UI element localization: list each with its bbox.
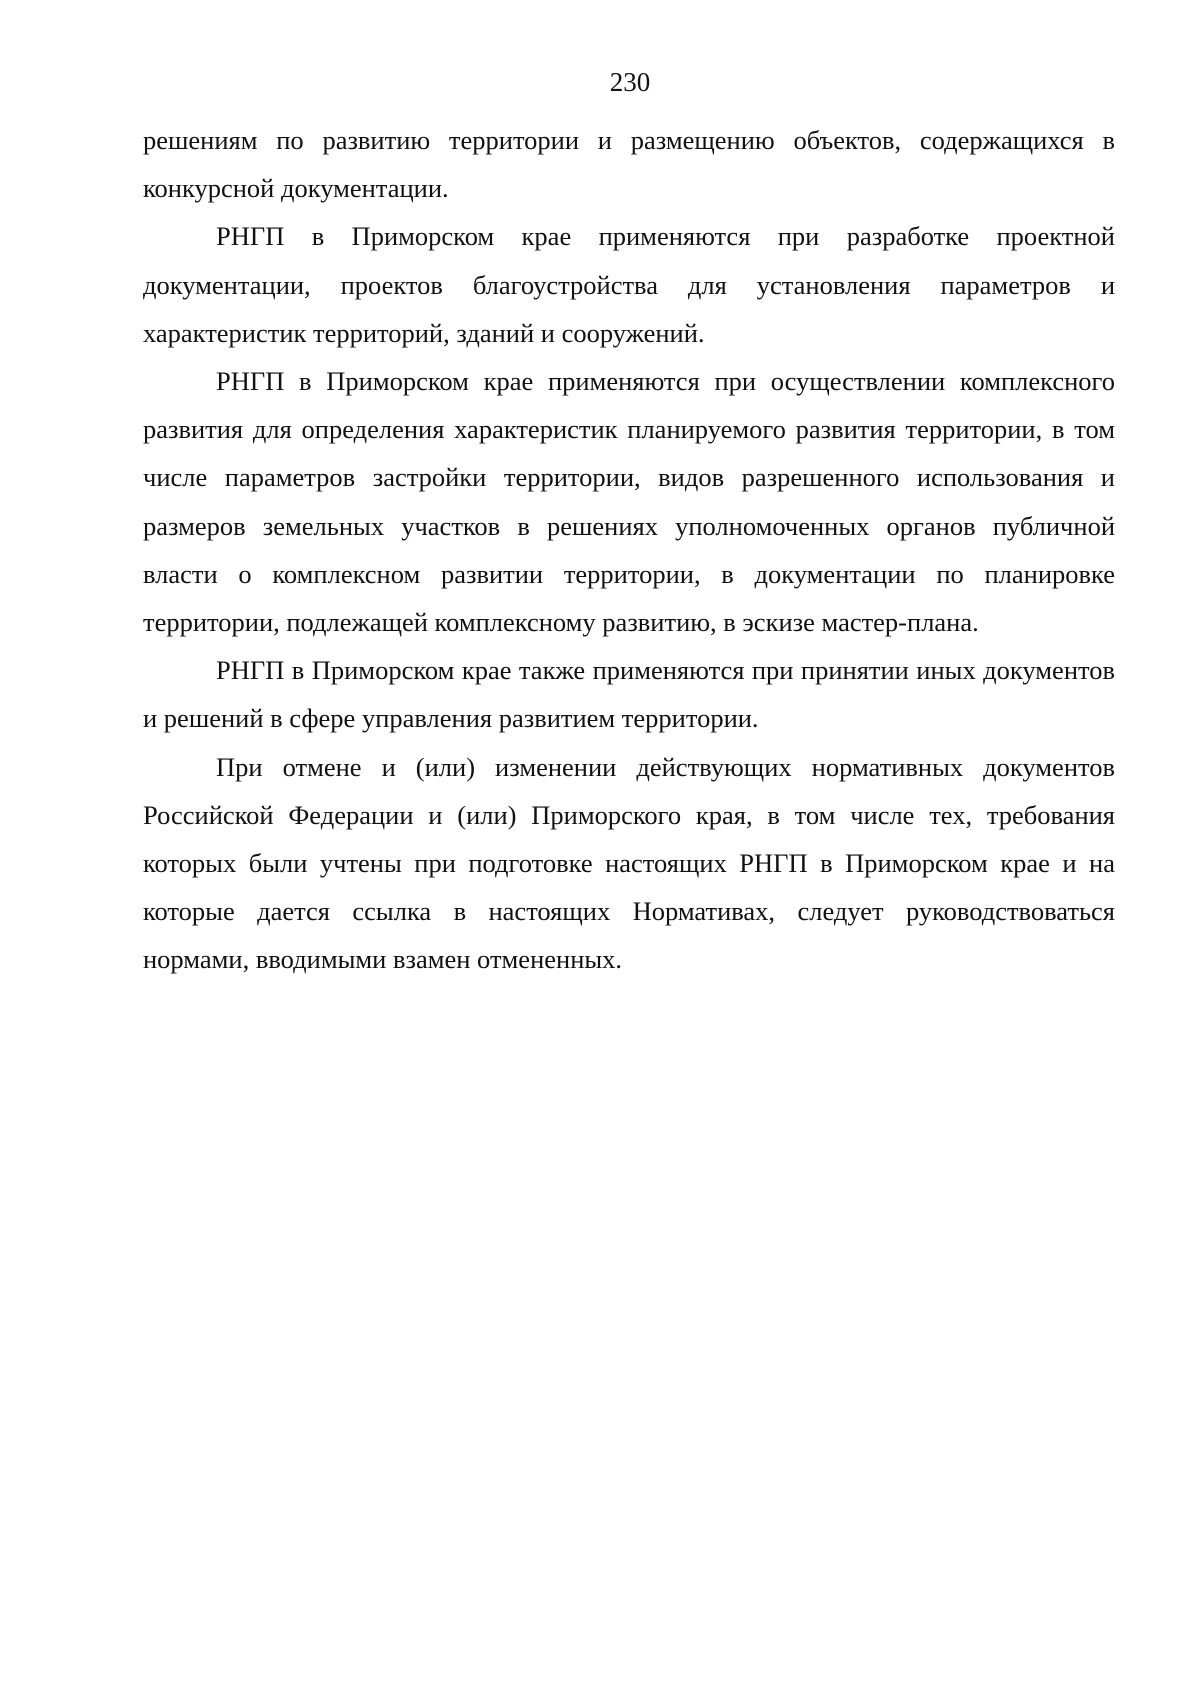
- document-body: [143, 116, 1115, 984]
- paragraph-design-documentation: РНГП в Приморском крае применяются при разработке проектной документации, проектов благоустройства для установления параметров и характеристик территорий, зданий и сооружений.: [143, 221, 1115, 348]
- paragraph-complex-development: РНГП в Приморском крае применяются при осуществлении комплексного развития для определения характеристик планируемого развития территории, в том числе параметров застройки территории, видов разрешенного использования и размеров земельных участков в решениях уполномоченных органов публичной власти о комплексном развитии территории, в документации по планировке территории, подлежащей комплексному развитию, в эскизе мастер-плана.: [143, 366, 1115, 638]
- paragraph-continuation: решениям по развитию территории и размещению объектов, содержащихся в конкурсной документации.: [143, 125, 1115, 204]
- page-number: 230: [609, 67, 651, 97]
- paragraph-other-documents: РНГП в Приморском крае также применяются при принятии иных документов и решений в сфере управления развитием территории.: [143, 655, 1115, 734]
- paragraph-replacement-norms: При отмене и (или) изменении действующих нормативных документов Российской Федерации и (или) Приморского края, в том числе тех, требования которых были учтены при подготовке настоящих РНГП в Приморском крае и на которые дается ссылка в настоящих Нормативах, следует руководствоваться нормами, вводимыми взамен отмененных.: [143, 751, 1115, 975]
